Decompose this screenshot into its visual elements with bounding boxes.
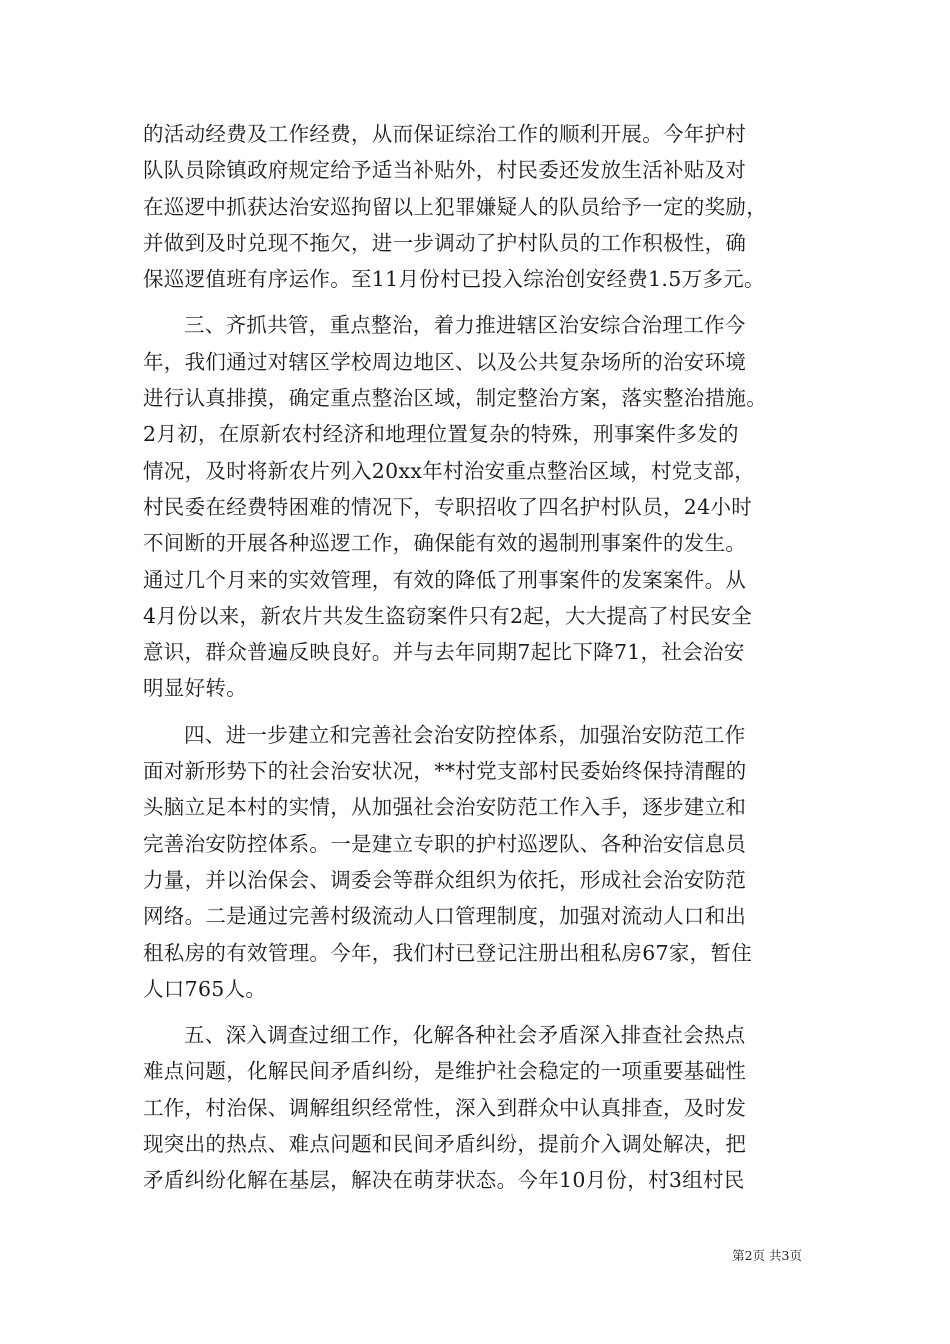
text-line: 完善治安防控体系。一是建立专职的护村巡逻队、各种治安信息员 [143,831,747,856]
paragraph-gap [143,1007,815,1017]
text-line: 队队员除镇政府规定给予适当补贴外，村民委还发放生活补贴及对 [143,158,747,183]
text-line: 4月份以来，新农片共发生盗窃案件只有2起，大大提高了村民安全 [143,603,753,628]
text-line: 租私房的有效管理。今年，我们村已登记注册出租私房67家，暂住 [143,940,753,965]
text-line: 网络。二是通过完善村级流动人口管理制度，加强对流动人口和出 [143,904,747,929]
text-line: 面对新形势下的社会治安状况，**村党支部村民委始终保持清醒的 [143,759,747,784]
text-line: 矛盾纠纷化解在基层，解决在萌芽状态。今年10月份，村3组村民 [143,1168,745,1193]
text-line: 2月初，在原新农村经济和地理位置复杂的特殊，刑事案件多发的 [143,422,739,447]
document-body [143,116,815,1199]
text-line: 的活动经费及工作经费，从而保证综治工作的顺利开展。今年护村 [143,122,747,146]
text-line: 不间断的开展各种巡逻工作，确保能有效的遏制刑事案件的发生。 [143,531,747,556]
paragraph-4 [143,1017,815,1198]
text-line: 四、进一步建立和完善社会治安防控体系，加强治安防范工作 [184,722,746,747]
paragraph-2 [143,307,815,706]
text-line: 力量，并以治保会、调委会等群众组织为依托，形成社会治安防范 [143,867,747,892]
text-line: 村民委在经费特困难的情况下，专职招收了四名护村队员，24小时 [143,494,753,519]
text-line: 通过几个月来的实效管理，有效的降低了刑事案件的发案案件。从 [143,567,747,592]
text-line: 明显好转。 [143,676,247,701]
page-number: 第2页 共3页 [732,1248,802,1263]
text-line: 意识，群众普遍反映良好。并与去年同期7起比下降71，社会治安 [143,640,745,665]
text-line: 进行认真排摸，确定重点整治区域，制定整治方案，落实整治措施。 [143,386,767,411]
paragraph-gap [143,707,815,717]
text-line: 人口765人。 [143,976,267,1001]
text-line: 现突出的热点、难点问题和民间矛盾纠纷，提前介入调处解决，把 [143,1132,747,1157]
text-line: 难点问题，化解民间矛盾纠纷，是维护社会稳定的一项重要基础性 [143,1059,747,1084]
paragraph-gap [143,297,815,307]
paragraph-3 [143,717,815,1007]
paragraph-1 [143,116,815,297]
text-line: 并做到及时兑现不拖欠，进一步调动了护村队员的工作积极性，确 [143,230,747,255]
text-line: 在巡逻中抓获达治安巡拘留以上犯罪嫌疑人的队员给予一定的奖励， [143,194,767,219]
text-line: 五、深入调查过细工作，化解各种社会矛盾深入排查社会热点 [184,1023,746,1048]
text-line: 保巡逻值班有序运作。至11月份村已投入综治创安经费1.5万多元。 [143,267,765,292]
text-line: 工作，村治保、调解组织经常性，深入到群众中认真排查，及时发 [143,1095,747,1120]
text-line: 情况，及时将新农片列入20xx年村治安重点整治区域，村党支部， [143,458,756,483]
text-line: 年，我们通过对辖区学校周边地区、以及公共复杂场所的治安环境 [143,349,747,374]
text-line: 头脑立足本村的实情，从加强社会治安防范工作入手，逐步建立和 [143,795,747,820]
text-line: 三、齐抓共管，重点整治，着力推进辖区治安综合治理工作今 [184,313,746,338]
